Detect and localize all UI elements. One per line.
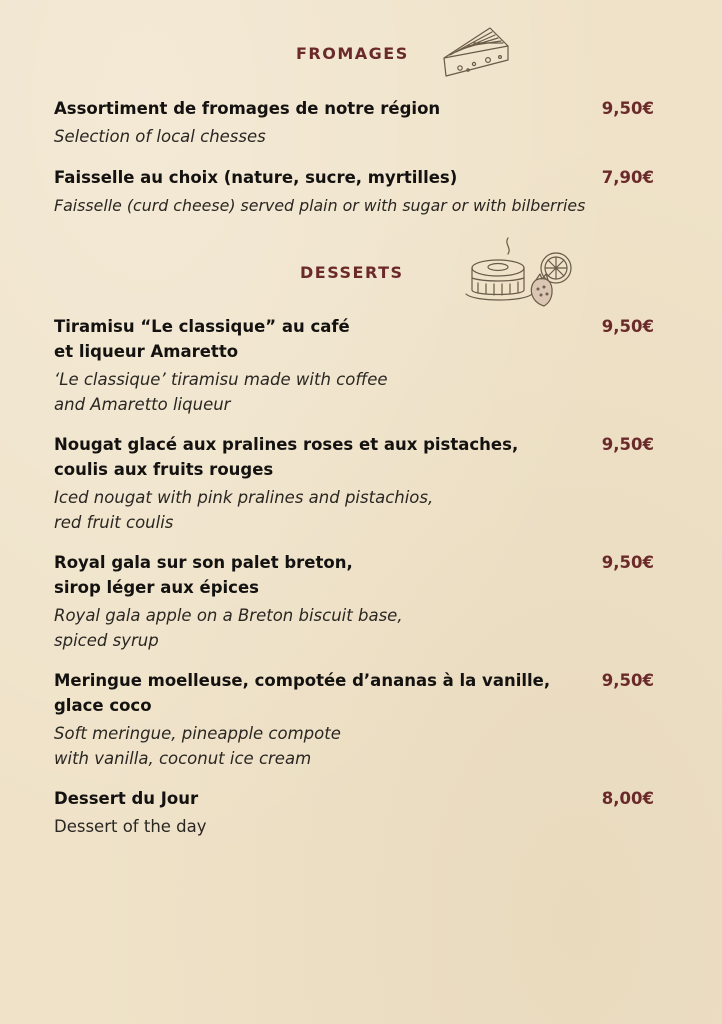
cheese-icon [440, 24, 512, 82]
item-description-line: red fruit coulis [54, 513, 174, 532]
section-title-fromages: FROMAGES [296, 44, 409, 63]
item-price: 9,50€ [601, 99, 654, 118]
item-name-line: sirop léger aux épices [54, 578, 259, 597]
item-price: 9,50€ [601, 553, 654, 572]
item-price: 9,50€ [601, 317, 654, 336]
item-name [54, 432, 584, 482]
item-price: 7,90€ [601, 168, 654, 187]
menu-item [54, 668, 666, 771]
item-name [54, 668, 584, 718]
item-name-line: glace coco [54, 696, 152, 715]
menu-item [54, 786, 666, 839]
item-description: Faisselle (curd cheese) served plain or with sugar or with bilberries [54, 196, 586, 215]
item-description [54, 485, 644, 535]
item-name: Dessert du Jour [54, 789, 199, 808]
item-name-line: et liqueur Amaretto [54, 342, 239, 361]
item-description-line: spiced syrup [54, 631, 159, 650]
section-header-desserts [0, 248, 722, 288]
item-name: Assortiment de fromages de notre région [54, 99, 441, 118]
menu-item [54, 96, 666, 149]
section-header-fromages [0, 30, 722, 70]
menu-item [54, 432, 666, 535]
section-title-desserts: DESSERTS [300, 263, 404, 282]
menu-item [54, 314, 666, 417]
item-price: 8,00€ [601, 789, 654, 808]
item-name [54, 550, 584, 600]
item-description-line: ‘Le classique’ tiramisu made with coffee [54, 370, 388, 389]
item-description-line: with vanilla, coconut ice cream [54, 749, 312, 768]
item-description: Dessert of the day [54, 817, 207, 836]
item-name-line: coulis aux fruits rouges [54, 460, 274, 479]
menu-item [54, 550, 666, 653]
item-description [54, 721, 644, 771]
item-description-line: Royal gala apple on a Breton biscuit base, [54, 606, 403, 625]
item-description [54, 603, 644, 653]
item-description-line: Soft meringue, pineapple compote [54, 724, 341, 743]
item-description [54, 367, 644, 417]
item-name-line: Nougat glacé aux pralines roses et aux pistaches, [54, 435, 519, 454]
item-description: Selection of local chesses [54, 127, 266, 146]
item-description-line: and Amaretto liqueur [54, 395, 231, 414]
menu-item [54, 165, 666, 218]
item-name [54, 314, 584, 364]
item-price: 9,50€ [601, 435, 654, 454]
item-price: 9,50€ [601, 671, 654, 690]
item-name-line: Royal gala sur son palet breton, [54, 553, 353, 572]
cake-and-fruit-icon [464, 234, 580, 312]
item-name-line: Tiramisu “Le classique” au café [54, 317, 350, 336]
item-description-line: Iced nougat with pink pralines and pistachios, [54, 488, 434, 507]
item-name-line: Meringue moelleuse, compotée d’ananas à la vanille, [54, 671, 551, 690]
item-name: Faisselle au choix (nature, sucre, myrtilles) [54, 168, 458, 187]
